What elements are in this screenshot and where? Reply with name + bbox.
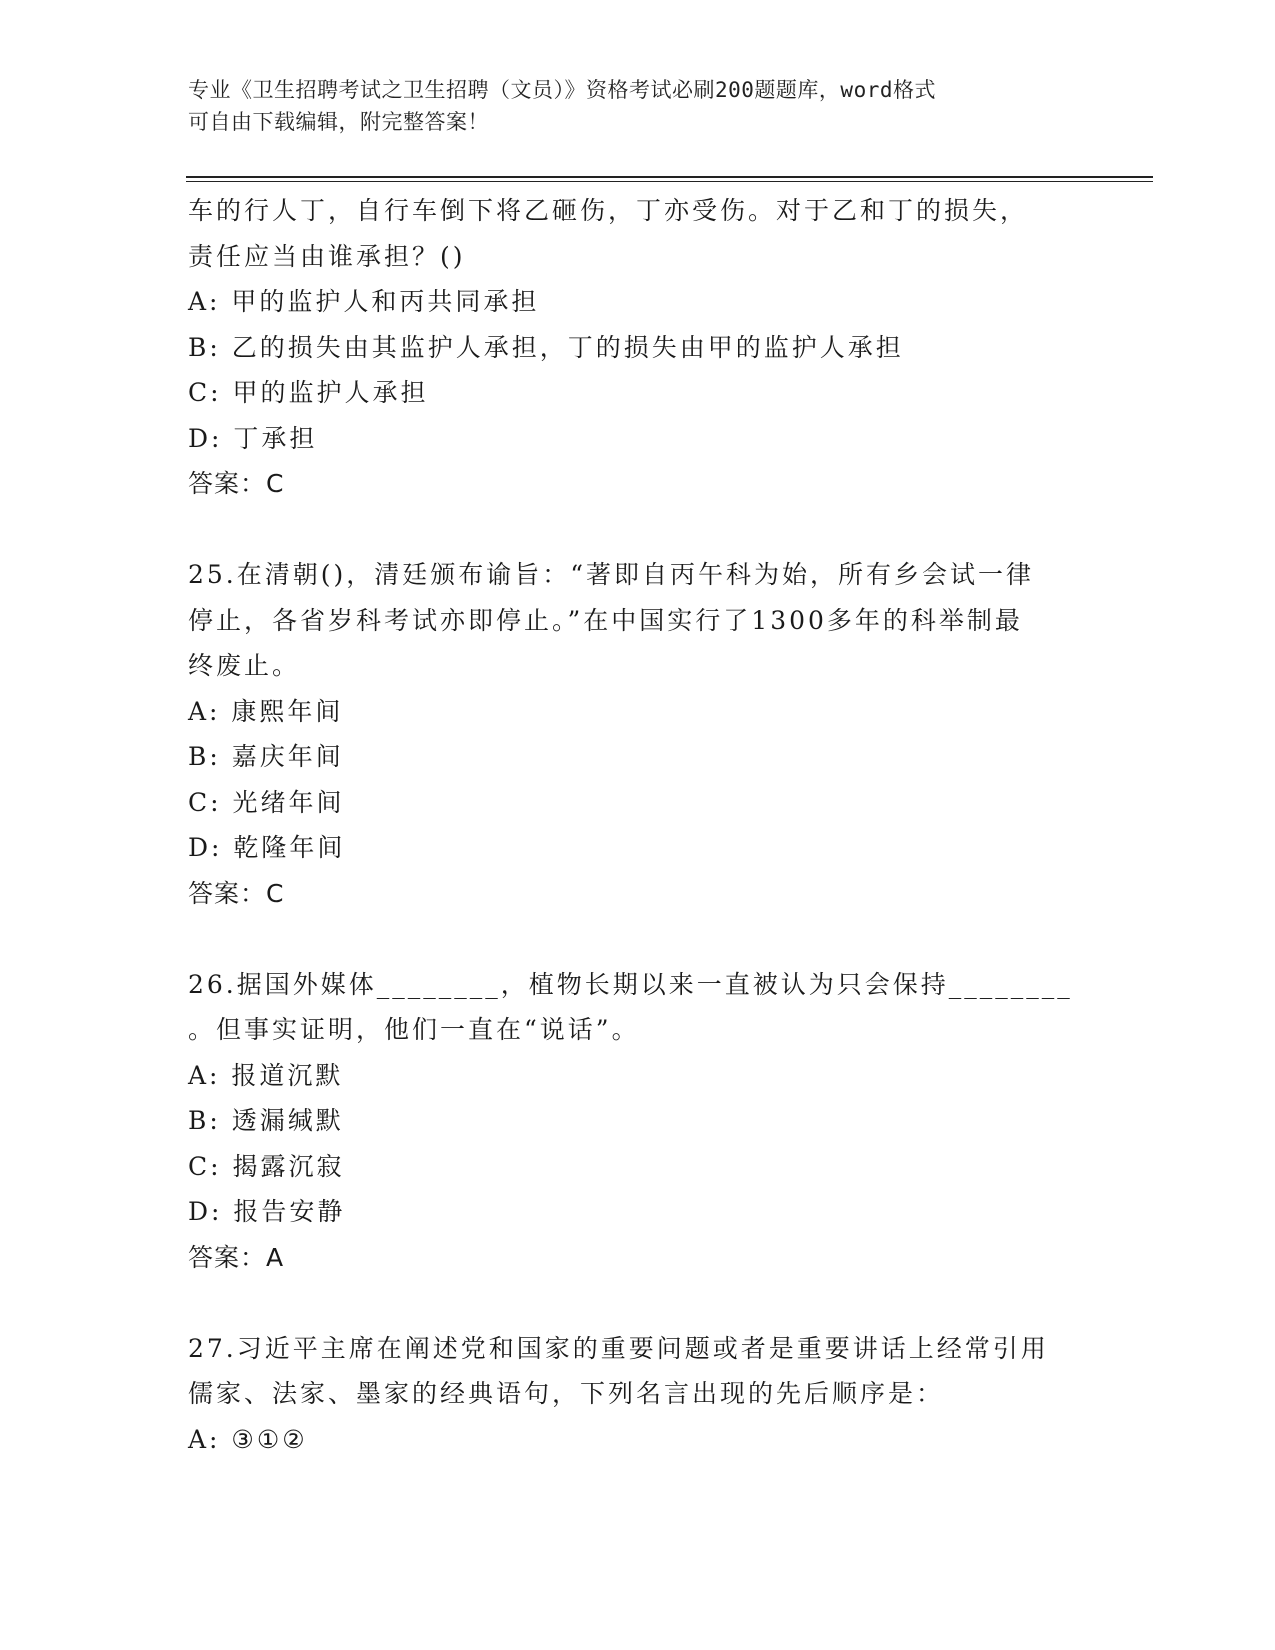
question-stem-line: 26.据国外媒体________，植物长期以来一直被认为只会保持________ bbox=[188, 969, 1073, 999]
question-27 bbox=[188, 1326, 1088, 1463]
spacer bbox=[188, 916, 1088, 962]
option-d: D: 乾隆年间 bbox=[188, 833, 346, 862]
header-line-2: 可自由下载编辑，附完整答案！ bbox=[188, 110, 489, 134]
option-b: B: 乙的损失由其监护人承担，丁的损失由甲的监护人承担 bbox=[188, 332, 904, 362]
answer-line: 答案：C bbox=[188, 878, 285, 908]
question-stem-line: 25.在清朝()，清廷颁布谕旨：“著即自丙午科为始，所有乡会试一律 bbox=[188, 560, 1035, 589]
option-b: B: 嘉庆年间 bbox=[188, 742, 344, 771]
answer-line: 答案：C bbox=[188, 469, 285, 498]
option-a: A: 报道沉默 bbox=[188, 1060, 344, 1090]
spacer bbox=[188, 507, 1088, 553]
question-stem-line: 。但事实证明，他们一直在“说话”。 bbox=[188, 1015, 640, 1044]
option-c: C: 甲的监护人承担 bbox=[188, 378, 429, 407]
question-stem-line: 儒家、法家、墨家的经典语句，下列名言出现的先后顺序是： bbox=[188, 1379, 945, 1408]
option-a: A: ③①② bbox=[188, 1424, 308, 1454]
question-stem-line: 27.习近平主席在阐述党和国家的重要问题或者是重要讲话上经常引用 bbox=[188, 1333, 1049, 1363]
option-a: A: 康熙年间 bbox=[188, 696, 344, 726]
document-header bbox=[188, 74, 1068, 138]
spacer bbox=[188, 1280, 1088, 1326]
header-divider-thick bbox=[186, 176, 1153, 178]
question-stem-line: 终废止。 bbox=[188, 651, 301, 680]
option-d: D: 丁承担 bbox=[188, 423, 318, 453]
question-stem-line: 停止，各省岁科考试亦即停止。”在中国实行了1300多年的科举制最 bbox=[188, 605, 1023, 635]
question-stem-line: 车的行人丁，自行车倒下将乙砸伤，丁亦受伤。对于乙和丁的损失， bbox=[188, 196, 1029, 225]
question-stem-line: 责任应当由谁承担？() bbox=[188, 241, 466, 271]
header-divider-thin bbox=[186, 181, 1153, 182]
document-body bbox=[188, 188, 1088, 1462]
header-line-1: 专业《卫生招聘考试之卫生招聘（文员）》资格考试必刷200题题库，word格式 bbox=[188, 78, 936, 102]
question-24 bbox=[188, 188, 1088, 507]
option-a: A: 甲的监护人和丙共同承担 bbox=[188, 287, 540, 316]
option-b: B: 透漏缄默 bbox=[188, 1106, 344, 1135]
option-d: D: 报告安静 bbox=[188, 1197, 346, 1226]
option-c: C: 揭露沉寂 bbox=[188, 1151, 345, 1181]
question-26 bbox=[188, 962, 1088, 1281]
question-25 bbox=[188, 552, 1088, 916]
option-c: C: 光绪年间 bbox=[188, 787, 345, 817]
answer-line: 答案：A bbox=[188, 1242, 285, 1272]
